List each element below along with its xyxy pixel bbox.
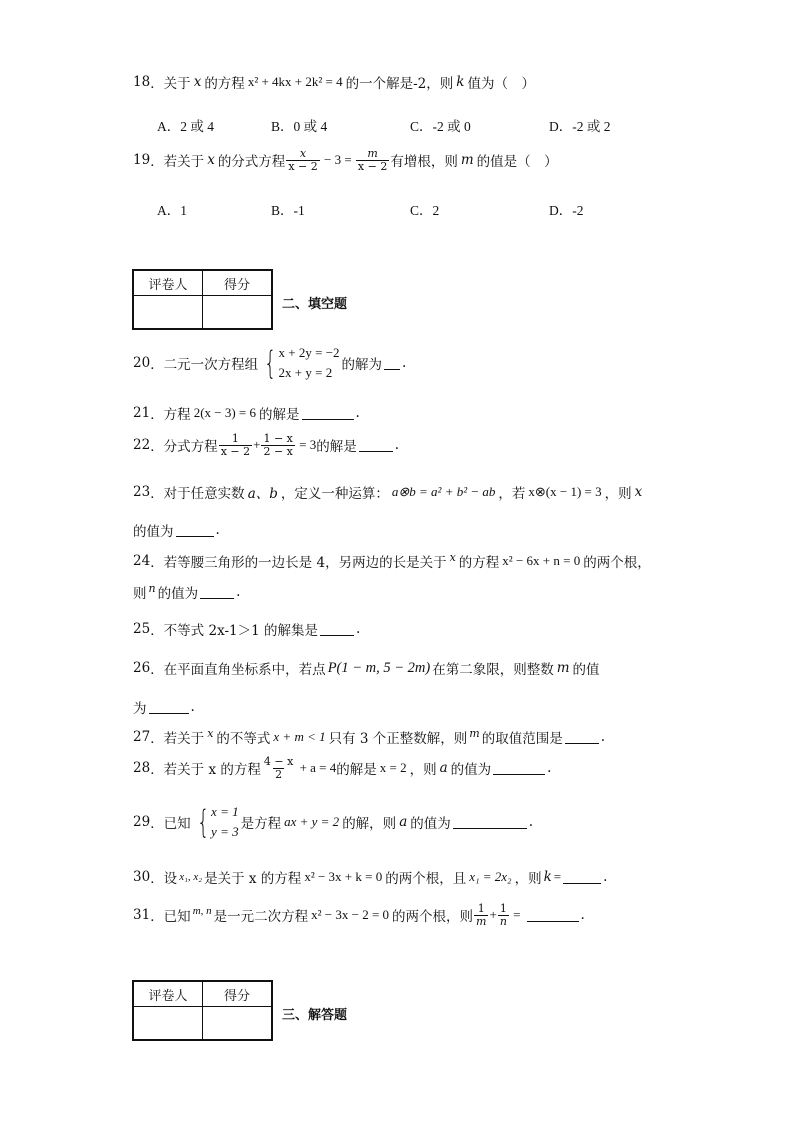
q28-answer-blank[interactable] (493, 762, 545, 775)
grader-label: 评卷人 (133, 270, 203, 296)
q18-option-d[interactable]: D．-2 或 2 (549, 119, 611, 134)
q19-option-a[interactable]: A．1 (157, 203, 187, 218)
question-22: 22 ．分式方程 $\frac{1}{x - 2}$ + $\frac{1 - x}{2 - x}$ = 3 的解是 . (133, 432, 400, 458)
q25-answer-blank[interactable] (320, 623, 354, 636)
grader-label: 评卷人 (133, 981, 203, 1007)
brace-icon: { (264, 344, 277, 383)
section-2-title: 二、填空题 (282, 297, 348, 312)
score-cell[interactable] (203, 1007, 273, 1041)
q19-fraction-left: $\frac{x}{x - 2}$ (288, 147, 318, 173)
score-cell[interactable] (203, 296, 273, 330)
question-25: 25 ．不等式 2x-1＞1 的解集是 . (133, 621, 361, 639)
grader-cell[interactable] (133, 296, 203, 330)
score-box-section-2 (132, 269, 273, 330)
question-26-continued: 为 . (133, 699, 195, 717)
q18-equation: x² + 4kx + 2k² = 4 (247, 74, 343, 89)
score-label: 得分 (203, 270, 273, 296)
question-21: 21 ．方程 2(x − 3) = 6 的解是 . (133, 405, 360, 423)
q19-option-b[interactable]: B．-1 (271, 203, 305, 218)
q26-answer-blank[interactable] (149, 701, 189, 714)
brace-icon: { (196, 803, 209, 842)
q19-option-d[interactable]: D．-2 (549, 203, 584, 218)
q18-number: 18 (133, 74, 151, 90)
q20-answer-blank[interactable] (384, 357, 400, 370)
q21-answer-blank[interactable] (302, 407, 354, 420)
q18-option-c[interactable]: C．-2 或 0 (410, 119, 471, 134)
question-28: 28 ．若关于 x 的方程 $\frac{4 - x}{2}$ + a = 4 的解是 x = 2 ，则 a 的值为 . (133, 755, 552, 781)
score-box-section-3 (132, 980, 273, 1041)
q24-answer-blank[interactable] (200, 586, 234, 599)
q19-fraction-right: $\frac{m}{x - 2}$ (357, 147, 388, 173)
question-24-continued: 则 n 的值为 . (133, 581, 241, 602)
section-3-title: 三、解答题 (282, 1008, 348, 1023)
q18-option-a[interactable]: A．2 或 4 (157, 119, 214, 134)
question-30: 30 ．设 x₁, x₂ 是关于 x 的方程 x² − 3x + k = 0 的两个根，且 x₁ = 2x₂ ，则 k = . (133, 869, 608, 887)
q31-answer-blank[interactable] (527, 909, 579, 922)
question-23: 23 ．对于任意实数 a、b ，定义一种运算： a⊗b = a² + b² − ab ，若 x⊗(x − 1) = 3 ，则 x (133, 484, 643, 502)
q19-option-c[interactable]: C．2 (410, 203, 440, 218)
q18-option-b[interactable]: B．0 或 4 (271, 119, 328, 134)
score-label: 得分 (203, 981, 273, 1007)
question-19: 19 ．若关于 x 的分式方程 $\frac{x}{x - 2}$ − 3 = $\frac{m}{x - 2}$ 有增根，则 m 的值是（ ） (133, 147, 558, 173)
question-20: 20 ．二元一次方程组 { x + 2y = −2 2x + y = 2 的解为 . (133, 344, 407, 383)
grader-cell[interactable] (133, 1007, 203, 1041)
question-27: 27 ．若关于 x 的不等式 x + m < 1 只有 3 个正整数解，则 m 的取值范围是 . (133, 726, 606, 747)
q20-equation-system: { x + 2y = −2 2x + y = 2 (264, 344, 340, 383)
question-18: 18 ．关于 x 的方程 x² + 4kx + 2k² = 4 的一个解是-2，则 k 值为（ ） (133, 74, 535, 92)
q29-equation-system: { x = 1 y = 3 (196, 803, 239, 842)
q30-answer-blank[interactable] (563, 871, 601, 884)
question-24: 24 ．若等腰三角形的一边长是 4，另两边的长是关于 x 的方程 x² − 6x + n = 0 的两个根， (133, 550, 651, 571)
question-23-continued: 的值为 . (133, 522, 220, 540)
question-29: 29 ．已知 { x = 1 y = 3 是方程 ax + y = 2 的解，则 a 的值为 . (133, 803, 534, 842)
question-26: 26 ．在平面直角坐标系中，若点 P(1 − m, 5 − 2m) 在第二象限，则整数 m 的值 (133, 659, 600, 678)
question-31: 31 ．已知 m, n 是一元二次方程 x² − 3x − 2 = 0 的两个根，则 $\frac{1}{m}$ + $\frac{1}{n}$ = . (133, 902, 585, 928)
q23-answer-blank[interactable] (176, 524, 214, 537)
q27-answer-blank[interactable] (565, 731, 599, 744)
q29-answer-blank[interactable] (453, 816, 527, 829)
q22-answer-blank[interactable] (359, 439, 393, 452)
